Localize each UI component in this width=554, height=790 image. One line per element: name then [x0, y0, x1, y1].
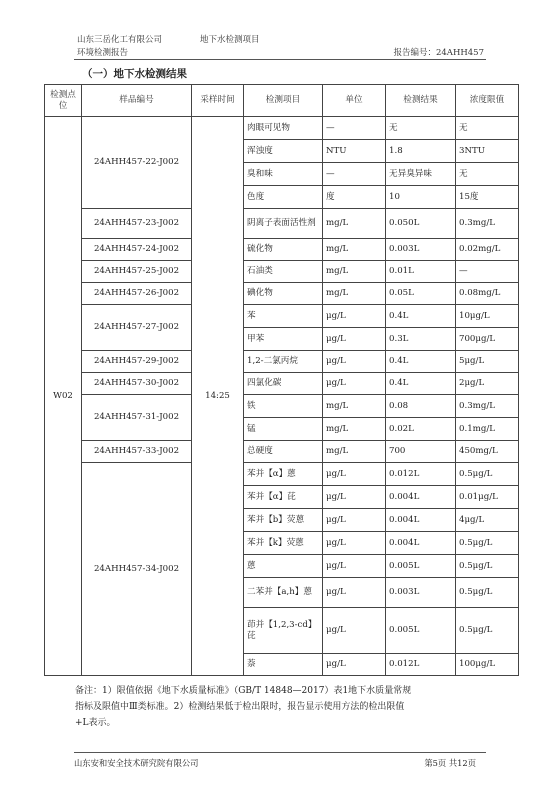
- footer-organization: 山东安和安全技术研究院有限公司: [74, 758, 199, 768]
- unit-cell: μg/L: [323, 463, 386, 486]
- limit-cell: 0.5μg/L: [456, 555, 519, 578]
- unit-cell: μg/L: [323, 328, 386, 351]
- limit-cell: 100μg/L: [456, 654, 519, 676]
- unit-cell: mg/L: [323, 209, 386, 239]
- result-cell: 0.05L: [386, 283, 456, 305]
- sample-cell: 24AHH457-30-J002: [82, 373, 192, 395]
- result-cell: 0.003L: [386, 239, 456, 261]
- limit-cell: 0.5μg/L: [456, 463, 519, 486]
- unit-cell: μg/L: [323, 305, 386, 328]
- limit-cell: 无: [456, 163, 519, 186]
- header-item: 检测项目: [244, 85, 323, 117]
- remarks-line-2: 指标及限值中Ⅲ类标准。2）检测结果低于检出限时，报告显示使用方法的检出限值: [75, 702, 405, 712]
- result-cell: 无异臭异味: [386, 163, 456, 186]
- result-cell: 0.004L: [386, 486, 456, 509]
- result-cell: 0.004L: [386, 509, 456, 532]
- item-cell: 浑浊度: [244, 140, 323, 163]
- result-cell: 0.012L: [386, 654, 456, 676]
- sample-cell: 24AHH457-34-J002: [82, 463, 192, 676]
- result-cell: 0.004L: [386, 532, 456, 555]
- header-report-type: 环境检测报告: [77, 48, 129, 58]
- table-row: [45, 305, 519, 328]
- limit-cell: 无: [456, 117, 519, 140]
- result-cell: 700: [386, 441, 456, 463]
- remarks-line-3: +L表示。: [75, 718, 116, 728]
- footer-rule: [74, 752, 486, 753]
- limit-cell: —: [456, 261, 519, 283]
- table-row: [45, 463, 519, 486]
- table-row: [45, 441, 519, 463]
- unit-cell: 度: [323, 186, 386, 209]
- limit-cell: 0.01μg/L: [456, 486, 519, 509]
- table-row: [45, 239, 519, 261]
- sample-cell: 24AHH457-24-J002: [82, 239, 192, 261]
- time-cell: 14:25: [192, 117, 244, 676]
- item-cell: 四氯化碳: [244, 373, 323, 395]
- header-result: 检测结果: [386, 85, 456, 117]
- sample-cell: 24AHH457-22-J002: [82, 117, 192, 209]
- table-row: [45, 117, 519, 140]
- item-cell: 硫化物: [244, 239, 323, 261]
- result-cell: 0.4L: [386, 373, 456, 395]
- result-cell: 0.050L: [386, 209, 456, 239]
- unit-cell: μg/L: [323, 486, 386, 509]
- header-company: 山东三岳化工有限公司: [77, 35, 163, 45]
- sample-cell: 24AHH457-23-J002: [82, 209, 192, 239]
- item-cell: 苯并【b】荧蒽: [244, 509, 323, 532]
- unit-cell: μg/L: [323, 373, 386, 395]
- table-row: [45, 351, 519, 373]
- item-cell: 苯并【k】荧蒽: [244, 532, 323, 555]
- table-row: [45, 395, 519, 418]
- header-project: 地下水检测项目: [200, 35, 260, 45]
- item-cell: 甲苯: [244, 328, 323, 351]
- limit-cell: 4μg/L: [456, 509, 519, 532]
- item-cell: 肉眼可见物: [244, 117, 323, 140]
- sample-cell: 24AHH457-33-J002: [82, 441, 192, 463]
- item-cell: 锰: [244, 418, 323, 441]
- item-cell: 臭和味: [244, 163, 323, 186]
- item-cell: 苯: [244, 305, 323, 328]
- item-cell: 苯并【α】蒽: [244, 463, 323, 486]
- item-cell: 阴离子表面活性剂: [244, 209, 323, 239]
- header-rule: [74, 59, 486, 60]
- result-cell: 0.4L: [386, 305, 456, 328]
- sample-cell: 24AHH457-27-J002: [82, 305, 192, 351]
- result-cell: 0.005L: [386, 555, 456, 578]
- unit-cell: mg/L: [323, 395, 386, 418]
- result-cell: 无: [386, 117, 456, 140]
- table-row: [45, 283, 519, 305]
- item-cell: 铁: [244, 395, 323, 418]
- item-cell: 色度: [244, 186, 323, 209]
- limit-cell: 450mg/L: [456, 441, 519, 463]
- header-unit: 单位: [323, 85, 386, 117]
- unit-cell: μg/L: [323, 509, 386, 532]
- limit-cell: 0.5μg/L: [456, 578, 519, 608]
- result-cell: 0.003L: [386, 578, 456, 608]
- sample-cell: 24AHH457-25-J002: [82, 261, 192, 283]
- unit-cell: —: [323, 117, 386, 140]
- header-report-number: 报告编号：24AHH457: [393, 48, 484, 58]
- unit-cell: —: [323, 163, 386, 186]
- unit-cell: mg/L: [323, 283, 386, 305]
- result-cell: 1.8: [386, 140, 456, 163]
- unit-cell: NTU: [323, 140, 386, 163]
- item-cell: 总硬度: [244, 441, 323, 463]
- result-cell: 0.02L: [386, 418, 456, 441]
- limit-cell: 0.5μg/L: [456, 532, 519, 555]
- result-cell: 10: [386, 186, 456, 209]
- sample-cell: 24AHH457-26-J002: [82, 283, 192, 305]
- unit-cell: mg/L: [323, 261, 386, 283]
- unit-cell: mg/L: [323, 239, 386, 261]
- result-cell: 0.08: [386, 395, 456, 418]
- limit-cell: 0.1mg/L: [456, 418, 519, 441]
- table-row: [45, 261, 519, 283]
- result-cell: 0.4L: [386, 351, 456, 373]
- limit-cell: 3NTU: [456, 140, 519, 163]
- header-limit: 浓度限值: [456, 85, 519, 117]
- limit-cell: 0.3mg/L: [456, 209, 519, 239]
- results-table: [44, 84, 519, 676]
- header-point: 检测点位: [45, 85, 82, 117]
- result-cell: 0.012L: [386, 463, 456, 486]
- table-header-row: [45, 85, 519, 117]
- item-cell: 1,2-二氯丙烷: [244, 351, 323, 373]
- remarks-line-1: 备注：1）限值依据《地下水质量标准》（GB/T 14848—2017）表1地下水质量常规: [75, 686, 412, 696]
- point-cell: W02: [45, 117, 82, 676]
- unit-cell: μg/L: [323, 351, 386, 373]
- section-title: （一）地下水检测结果: [82, 68, 187, 80]
- sample-cell: 24AHH457-29-J002: [82, 351, 192, 373]
- item-cell: 萘: [244, 654, 323, 676]
- unit-cell: mg/L: [323, 441, 386, 463]
- limit-cell: 700μg/L: [456, 328, 519, 351]
- header-time: 采样时间: [192, 85, 244, 117]
- limit-cell: 15度: [456, 186, 519, 209]
- limit-cell: 2μg/L: [456, 373, 519, 395]
- table-row: [45, 373, 519, 395]
- limit-cell: 0.3mg/L: [456, 395, 519, 418]
- sample-cell: 24AHH457-31-J002: [82, 395, 192, 441]
- item-cell: 苯并【α】芘: [244, 486, 323, 509]
- item-cell: 石油类: [244, 261, 323, 283]
- table-row: [45, 209, 519, 239]
- unit-cell: μg/L: [323, 608, 386, 654]
- header-sample: 样品编号: [82, 85, 192, 117]
- limit-cell: 0.5μg/L: [456, 608, 519, 654]
- result-cell: 0.3L: [386, 328, 456, 351]
- unit-cell: mg/L: [323, 418, 386, 441]
- unit-cell: μg/L: [323, 578, 386, 608]
- item-cell: 蒽: [244, 555, 323, 578]
- item-cell: 二苯并【a,h】蒽: [244, 578, 323, 608]
- item-cell: 茚并【1,2,3-cd】芘: [244, 608, 323, 654]
- result-cell: 0.005L: [386, 608, 456, 654]
- footer-page-number: 第5页 共12页: [424, 758, 476, 768]
- unit-cell: μg/L: [323, 555, 386, 578]
- unit-cell: μg/L: [323, 654, 386, 676]
- item-cell: 碘化物: [244, 283, 323, 305]
- result-cell: 0.01L: [386, 261, 456, 283]
- unit-cell: μg/L: [323, 532, 386, 555]
- limit-cell: 0.02mg/L: [456, 239, 519, 261]
- limit-cell: 10μg/L: [456, 305, 519, 328]
- limit-cell: 5μg/L: [456, 351, 519, 373]
- limit-cell: 0.08mg/L: [456, 283, 519, 305]
- remarks: [75, 683, 495, 731]
